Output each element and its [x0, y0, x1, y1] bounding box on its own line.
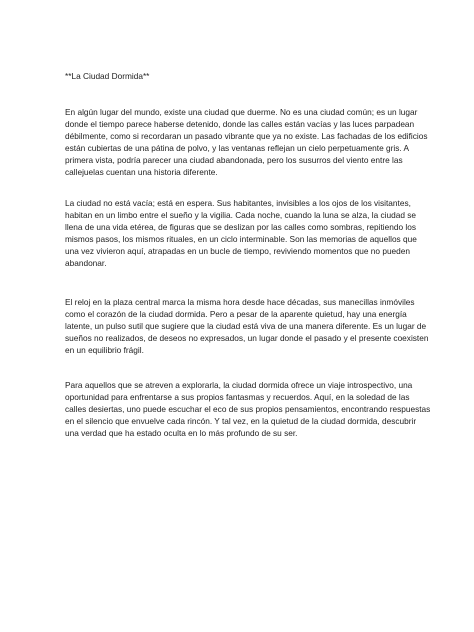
text-line: La ciudad no está vacía; está en espera. Sus habitantes, invisibles a los ojos de los visitantes,: [65, 198, 411, 208]
paragraph-4: [65, 380, 431, 440]
text-line: El reloj en la plaza central marca la misma hora desde hace décadas, sus manecillas inmóviles: [65, 297, 415, 307]
text-line: llena de una vida etérea, de figuras que se deslizan por las calles como sombras, repitiendo los: [65, 221, 416, 232]
text-line: débilmente, como si recordaran un pasado vibrante que ya no existe. Las fachadas de los edificios: [65, 130, 428, 141]
text-line: en un equilibrio frágil.: [65, 344, 144, 355]
paragraph-2: [65, 198, 417, 269]
text-line: habitan en un limbo entre el sueño y la vigilia. Cada noche, cuando la luna se alza, la ciudad se: [65, 209, 417, 220]
text-line: abandonar.: [65, 257, 107, 268]
paragraph-1: [65, 107, 428, 178]
text-line: una vez vivieron aquí, atrapadas en un bucle de tiempo, reviviendo momentos que no pueden: [65, 245, 411, 256]
paragraph-3: [65, 297, 429, 357]
text-line: una verdad que ha estado oculta en lo más profundo de su ser.: [65, 427, 298, 438]
text-line: Para aquellos que se atreven a explorarla, la ciudad dormida ofrece un viaje introspectivo, una: [65, 380, 413, 390]
text-line: oportunidad para enfrentarse a sus propios fantasmas y recuerdos. Aquí, en la soledad de las: [65, 391, 410, 402]
document-title: **La Ciudad Dormida**: [65, 71, 150, 81]
text-line: callejuelas cuentan una historia diferente.: [65, 166, 218, 177]
text-line: en el silencio que envuelve cada rincón. Y tal vez, en la quietud de la ciudad dormida, descubrir: [65, 415, 417, 426]
text-line: mismos pasos, los mismos rituales, en un ciclo interminable. Son las memorias de aquellos que: [65, 233, 417, 244]
text-line: calles desiertas, uno puede escuchar el eco de sus propios pensamientos, encontrando respuestas: [65, 403, 431, 414]
text-line: primera vista, podría parecer una ciudad abandonada, pero los susurros del viento entre las: [65, 154, 403, 165]
text-line: En algún lugar del mundo, existe una ciudad que duerme. No es una ciudad común; es un lugar: [65, 107, 418, 117]
text-line: como el corazón de la ciudad dormida. Pero a pesar de la aparente quietud, hay una energía: [65, 308, 407, 319]
text-line: sueños no realizados, de deseos no expresados, un lugar donde el pasado y el presente coexisten: [65, 332, 429, 343]
text-line: donde el tiempo parece haberse detenido, donde las calles están vacías y las luces parpadean: [65, 118, 415, 129]
text-line: latente, un pulso sutil que sugiere que la ciudad está viva de una manera diferente. Es un lugar de: [65, 320, 427, 331]
text-line: están cubiertas de una pátina de polvo, y las ventanas reflejan un cielo perpetuamente gris. A: [65, 142, 410, 153]
